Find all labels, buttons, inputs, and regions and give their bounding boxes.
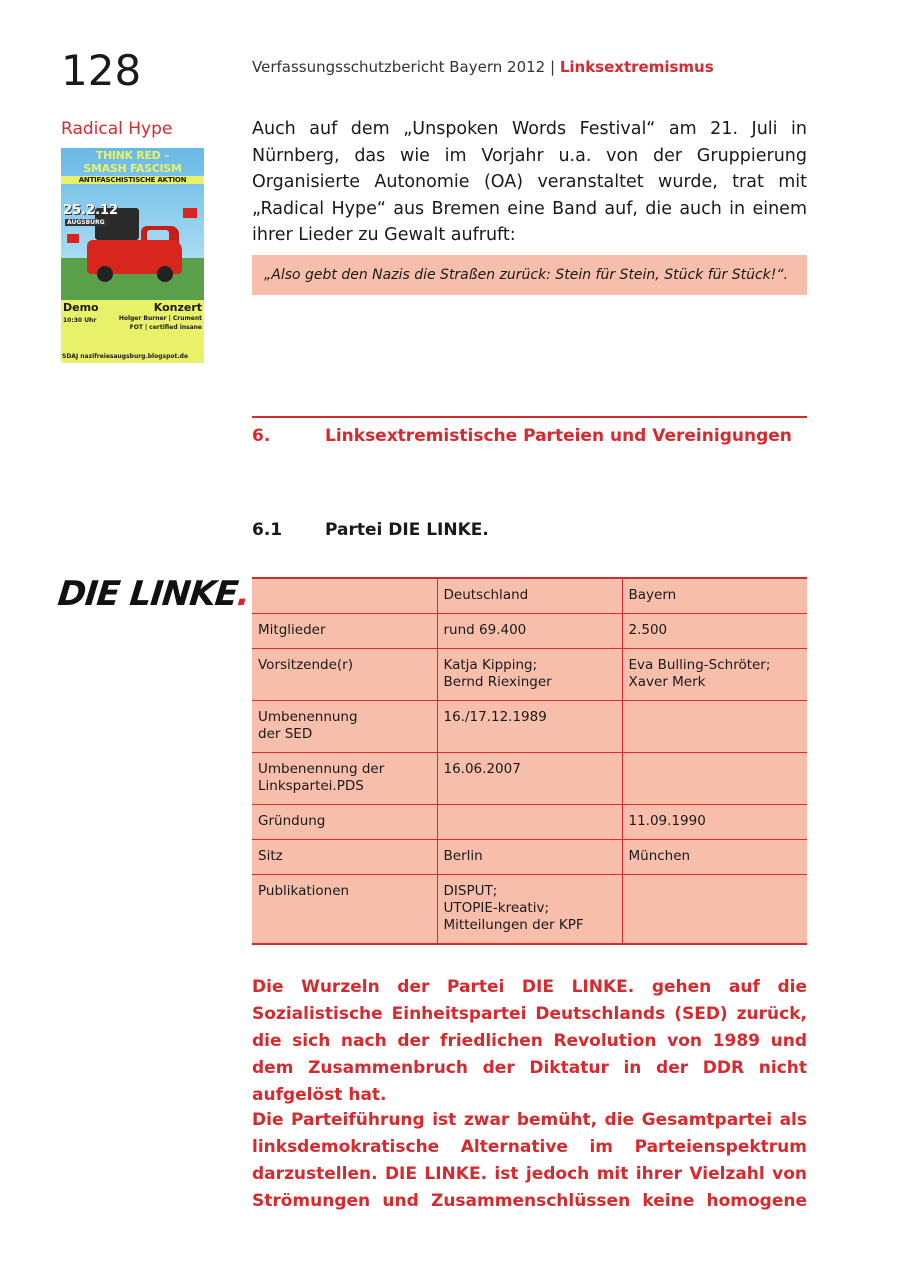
table-cell: Eva Bulling-Schröter; Xaver Merk: [622, 649, 807, 701]
subsection-heading: [252, 520, 489, 540]
table-cell: Deutschland: [437, 578, 622, 614]
poster-time: 10:30 Uhr: [63, 317, 97, 324]
table-cell: Umbenennung der Linkspartei.PDS: [252, 753, 437, 805]
table-cell: 16./17.12.1989: [437, 701, 622, 753]
quote-box: „Also gebt den Nazis die Straßen zurück: Stein für Stein, Stück für Stück!“.: [252, 255, 807, 295]
concert-poster-image: [61, 148, 204, 363]
table-cell: 16.06.2007: [437, 753, 622, 805]
table-cell: Katja Kipping; Bernd Riexinger: [437, 649, 622, 701]
table-cell: [622, 753, 807, 805]
table-cell: [622, 875, 807, 945]
table-row: [252, 701, 807, 753]
section-divider: [252, 416, 807, 418]
poster-flag-left: [67, 234, 79, 243]
section-heading: [252, 426, 792, 446]
poster-konzert-label: Konzert: [153, 301, 202, 314]
running-header: [252, 58, 714, 76]
table-cell: [622, 701, 807, 753]
table-cell: rund 69.400: [437, 614, 622, 649]
poster-city: AUGSBURG: [67, 219, 105, 226]
logo-dot: .: [235, 574, 252, 614]
table-cell: Umbenennung der SED: [252, 701, 437, 753]
table-cell: Gründung: [252, 805, 437, 840]
table-cell: [437, 805, 622, 840]
subsection-title: Partei DIE LINKE.: [325, 520, 489, 540]
header-separator: |: [549, 58, 556, 76]
section-number: 6.: [252, 426, 271, 446]
logo-text: DIE LINKE: [55, 574, 240, 614]
table-row: [252, 875, 807, 945]
table-cell: München: [622, 840, 807, 875]
party-facts-table: [252, 577, 807, 945]
table-cell: Mitglieder: [252, 614, 437, 649]
poster-date: 25.2.12: [63, 203, 119, 218]
table-row: [252, 753, 807, 805]
table-cell: Sitz: [252, 840, 437, 875]
paragraph-leadership: Die Parteiführung ist zwar bemüht, die Gesamtpartei als linksdemokratische Alternative im Parteienspektrum darzustellen. DIE LINKE. ist jedoch mit ihrer Vielzahl von Strömungen und Zusammenschlüssen keine homogene: [252, 1110, 807, 1211]
table-cell: 11.09.1990: [622, 805, 807, 840]
logo-wordmark: [56, 574, 251, 614]
table-row: [252, 649, 807, 701]
header-section-name: Linksextremismus: [559, 58, 714, 76]
poster-subtitle: ANTIFASCHISTISCHE AKTION: [61, 176, 204, 184]
table-cell: Vorsitzende(r): [252, 649, 437, 701]
poster-demo-label: Demo: [63, 301, 99, 314]
table-row: [252, 614, 807, 649]
paragraph-roots: Die Wurzeln der Partei DIE LINKE. gehen auf die Sozialistische Einheitspartei Deutschlands (SED) zurück, die sich nach der friedlichen Revolution von 1989 und dem Zusammenbruch der Diktatur in der DDR nicht aufgelöst hat.: [252, 977, 807, 1105]
page-number: 128: [61, 46, 142, 95]
table-cell: Publikationen: [252, 875, 437, 945]
poster-bands-line2: FOT | certified insane: [129, 324, 202, 331]
poster-wheel-front: [97, 266, 113, 282]
poster-bands-line1: Holger Burner | Crument: [118, 315, 202, 322]
die-linke-logo: [55, 574, 252, 620]
table-header-row: [252, 578, 807, 614]
table-row: [252, 840, 807, 875]
poster-title-line2: SMASH FASCISM: [83, 162, 182, 175]
section-title: Linksextremistische Parteien und Vereinigungen: [325, 426, 792, 446]
poster-footer: SDAJ nazifreiesaugsburg.blogspot.de: [62, 353, 189, 360]
table-cell: 2.500: [622, 614, 807, 649]
subsection-number: 6.1: [252, 520, 283, 540]
table-cell: Bayern: [622, 578, 807, 614]
side-caption: Radical Hype: [61, 119, 173, 139]
table-cell: [252, 578, 437, 614]
poster-flag-right: [183, 208, 197, 218]
table-row: [252, 805, 807, 840]
intro-paragraph: Auch auf dem „Unspoken Words Festival“ am 21. Juli in Nürnberg, das wie im Vorjahr u.a. von der Gruppierung Organisierte Autonomie (OA) veranstaltet wurde, trat mit „Radical Hype“ aus Bremen eine Band auf, die auch in einem ihrer Lieder zu Gewalt aufruft:: [252, 119, 807, 245]
table-cell: Berlin: [437, 840, 622, 875]
poster-wheel-rear: [157, 266, 173, 282]
poster-title-line1: THINK RED –: [95, 149, 170, 162]
table-cell: DISPUT; UTOPIE-kreativ; Mitteilungen der KPF: [437, 875, 622, 945]
report-title: Verfassungsschutzbericht Bayern 2012: [252, 58, 546, 76]
